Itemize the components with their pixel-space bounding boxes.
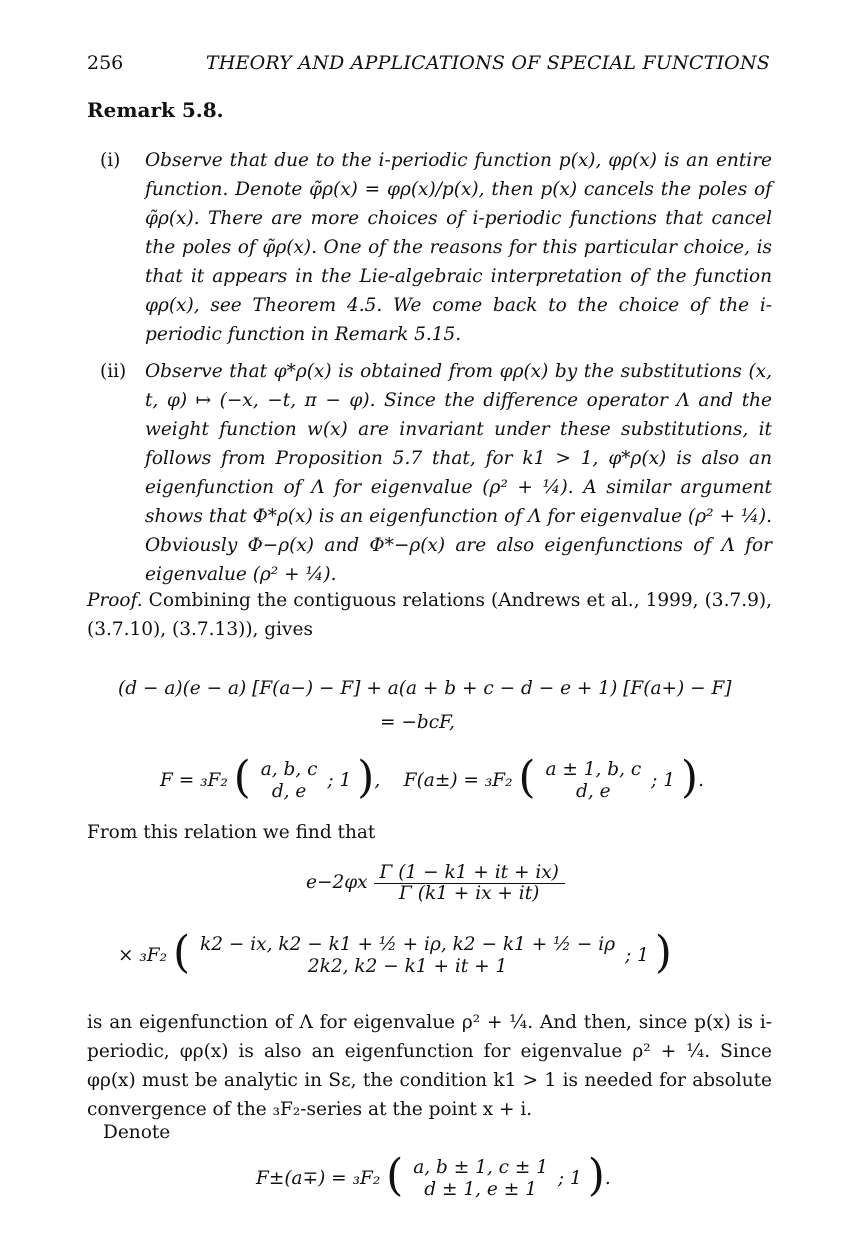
- param-bottom: d ± 1, e ± 1: [424, 1179, 537, 1200]
- equation-hypergeometric: [118, 927, 672, 978]
- remark-item-i: [100, 146, 772, 349]
- fraction-numerator: Γ (1 − k1 + it + ix): [374, 862, 565, 884]
- equation-contiguous-rhs: = −bcF,: [380, 712, 455, 733]
- param-top: a ± 1, b, c: [545, 759, 642, 780]
- exp-prefix: e−2φx: [306, 872, 368, 893]
- proof-text: Combining the contiguous relations (Andrews et al., 1999, (3.7.9), (3.7.10), (3.7.13)), gives: [87, 590, 772, 640]
- page-number: 256: [87, 52, 124, 74]
- argument: ; 1: [651, 770, 676, 791]
- paren-close: ): [680, 752, 699, 803]
- running-head: [87, 52, 770, 74]
- paren-open: (: [518, 752, 536, 803]
- paren-close: ): [654, 927, 672, 978]
- param-stack: [545, 759, 641, 803]
- found-paragraph: From this relation we find that: [87, 822, 376, 843]
- argument: ; 1: [327, 770, 352, 791]
- equation-F-definition: F = ₃F₂ ( a, b, c d, e ; 1 ), F(a±) = ₃F₂ ( a ± 1, b, c d, e ; 1 ).: [160, 752, 704, 803]
- argument: ; 1: [624, 945, 649, 966]
- item-number: (ii): [100, 361, 127, 382]
- argument: ; 1: [557, 1168, 582, 1189]
- eq-lhs: F±(a∓) = ₃F₂: [256, 1168, 381, 1189]
- param-top: a, b ± 1, c ± 1: [413, 1157, 549, 1178]
- item-text: Observe that due to the i-periodic function p(x), φρ(x) is an entire function. Denote φ̃ρ(x) = φρ(x)/p(x), then p(x) cancels the poles of φ̃ρ(x). There are more choices of i-periodic functions that cancel the poles of φ̃ρ(x). One of the reasons for this particular choice, is that it appears in the Lie-algebraic interpretation of the function φρ(x), see Theorem 4.5. We come back to the choice of the i-periodic function in Remark 5.15.: [145, 150, 772, 345]
- paren-open: (: [233, 752, 251, 803]
- item-number: (i): [100, 150, 121, 171]
- gamma-fraction: [374, 862, 565, 904]
- remark-heading: Remark 5.8.: [87, 98, 224, 122]
- equation-gamma-ratio: [306, 862, 565, 904]
- param-stack: [200, 934, 615, 978]
- remark-item-ii: [100, 357, 772, 589]
- eq-prefix: × ₃F₂: [118, 945, 168, 966]
- denote-paragraph: Denote: [103, 1122, 171, 1143]
- paren-open: (: [172, 927, 191, 978]
- running-title: THEORY AND APPLICATIONS OF SPECIAL FUNCTIONS: [205, 52, 770, 74]
- item-text: Observe that φ*ρ(x) is obtained from φρ(x) by the substitutions (x, t, φ) ↦ (−x, −t, π − φ). Since the difference operator Λ and the weight function w(x) are invariant under these substitutions, it follows from Proposition 5.7 that, for k1 > 1, φ*ρ(x) is also an eigenfunction of Λ for eigenvalue (ρ² + ¼). A similar argument shows that Φ*ρ(x) is an eigenfunction of Λ for eigenvalue (ρ² + ¼). Obviously Φ−ρ(x) and Φ*−ρ(x) are also eigenfunctions of Λ for eigenvalue (ρ² + ¼).: [145, 361, 772, 585]
- eq-lhs: F = ₃F₂: [160, 770, 228, 791]
- eigen-paragraph: is an eigenfunction of Λ for eigenvalue ρ² + ¼. And then, since p(x) is i-periodic, φρ(x) is also an eigenfunction for eigenvalue ρ² + ¼. Since φρ(x) must be analytic in Sε, the condition k1 > 1 is needed for absolute convergence of the ₃F₂-series at the point x + i.: [87, 1012, 772, 1120]
- param-bottom: d, e: [271, 781, 307, 802]
- param-top: a, b, c: [260, 759, 318, 780]
- paren-close: ): [587, 1150, 605, 1201]
- equation-contiguous-relation: (d − a)(e − a) [F(a−) − F] + a(a + b + c − d − e + 1) [F(a+) − F]: [118, 678, 732, 699]
- param-bottom: d, e: [576, 781, 611, 802]
- param-stack: [413, 1157, 548, 1201]
- param-bottom: 2k2, k2 − k1 + it + 1: [307, 956, 508, 977]
- paren-close: ): [357, 752, 375, 803]
- param-stack: [261, 759, 318, 803]
- proof-label: Proof.: [87, 590, 143, 611]
- proof-paragraph: [87, 586, 772, 644]
- eq-mid: F(a±) = ₃F₂: [403, 770, 513, 791]
- paren-open: (: [386, 1150, 404, 1201]
- equation-F-pm: F±(a∓) = ₃F₂ ( a, b ± 1, c ± 1 d ± 1, e ± 1 ; 1 ).: [256, 1150, 611, 1201]
- param-top: k2 − ix, k2 − k1 + ½ + iρ, k2 − k1 + ½ − iρ: [200, 934, 616, 955]
- fraction-denominator: Γ (k1 + ix + it): [399, 883, 540, 904]
